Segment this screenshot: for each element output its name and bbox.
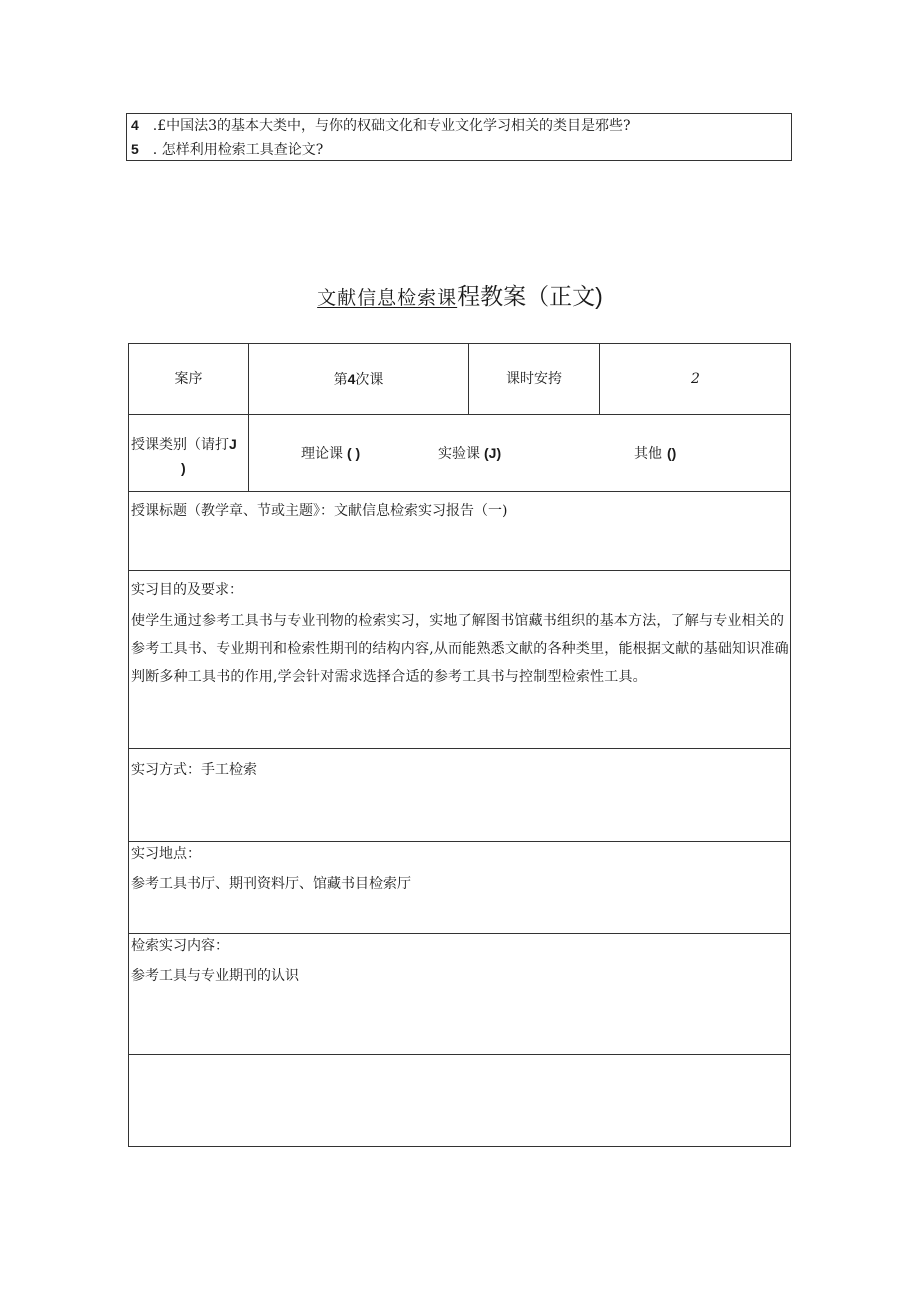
practice-method: 实习方式：手工检索	[131, 762, 257, 778]
lab-option	[438, 443, 501, 464]
lesson-number-suffix: 次课	[355, 372, 384, 388]
column-divider	[248, 344, 249, 491]
question-5	[131, 139, 323, 160]
question-5-number: 5	[131, 141, 139, 157]
row-divider	[129, 570, 790, 571]
location-value: 参考工具书厅、期刊资料厅、馆藏书目检索厅	[131, 876, 411, 892]
row-divider	[129, 933, 790, 934]
lesson-number	[249, 369, 468, 390]
theory-label: 理论课	[301, 446, 343, 462]
theory-option	[301, 443, 360, 464]
lesson-number-prefix: 第	[333, 372, 348, 388]
row-divider	[129, 1054, 790, 1055]
row-divider	[129, 491, 790, 492]
lesson-plan-table	[128, 343, 791, 1147]
lab-label: 实验课	[438, 446, 480, 462]
row-divider	[129, 841, 790, 842]
other-label: 其他	[634, 446, 662, 462]
page-title	[0, 280, 920, 314]
question-4	[131, 115, 631, 136]
question-box	[126, 113, 792, 161]
hours-value: 2	[691, 371, 700, 387]
row-divider	[129, 748, 790, 749]
content-value: 参考工具与专业期刊的认识	[131, 968, 299, 984]
lab-mark: (J)	[484, 445, 502, 461]
other-option	[634, 443, 676, 464]
title-part-2: 程教案（正文)	[457, 283, 603, 309]
objectives-heading: 实习目的及要求：	[131, 582, 243, 598]
lesson-seq-label: 案序	[174, 371, 203, 387]
category-label-close: )	[181, 460, 186, 476]
location-heading: 实习地点：	[131, 846, 201, 862]
category-label-mark: J	[229, 436, 237, 452]
hours-label: 课时安挎	[506, 371, 562, 387]
row-divider	[129, 414, 790, 415]
content-heading: 检索实习内容：	[131, 938, 229, 954]
question-5-text: . 怎样利用检索工具查论文?	[152, 142, 324, 158]
question-4-number: 4	[131, 117, 139, 133]
category-label-text: 授课类别（请打	[131, 437, 229, 453]
lesson-topic: 授课标题（教学章、节或主题》：文献信息检索实习报告（一)	[131, 503, 508, 519]
category-label	[131, 434, 237, 455]
question-4-text: .£中国法3的基本大类中，与你的权础文化和专业文化学习相关的类目是邪些?	[152, 118, 631, 134]
other-mark: ()	[667, 445, 677, 461]
lesson-number-value: 4	[347, 371, 356, 387]
objectives-body: 使学生通过参考工具书与专业刊物的检索实习，实地了解图书馆藏书组织的基本方法，了解与专业相关的参考工具书、专业期刊和检索性期刊的结构内容,从而能熟悉文献的各种类里，能根据文献的基础知识准确判断多种工具书的作用,学会针对需求选择合适的参考工具书与控制型检索性工具。	[131, 613, 789, 685]
title-part-1: 文献信息检索课	[317, 287, 458, 309]
theory-mark: ( )	[347, 445, 361, 461]
